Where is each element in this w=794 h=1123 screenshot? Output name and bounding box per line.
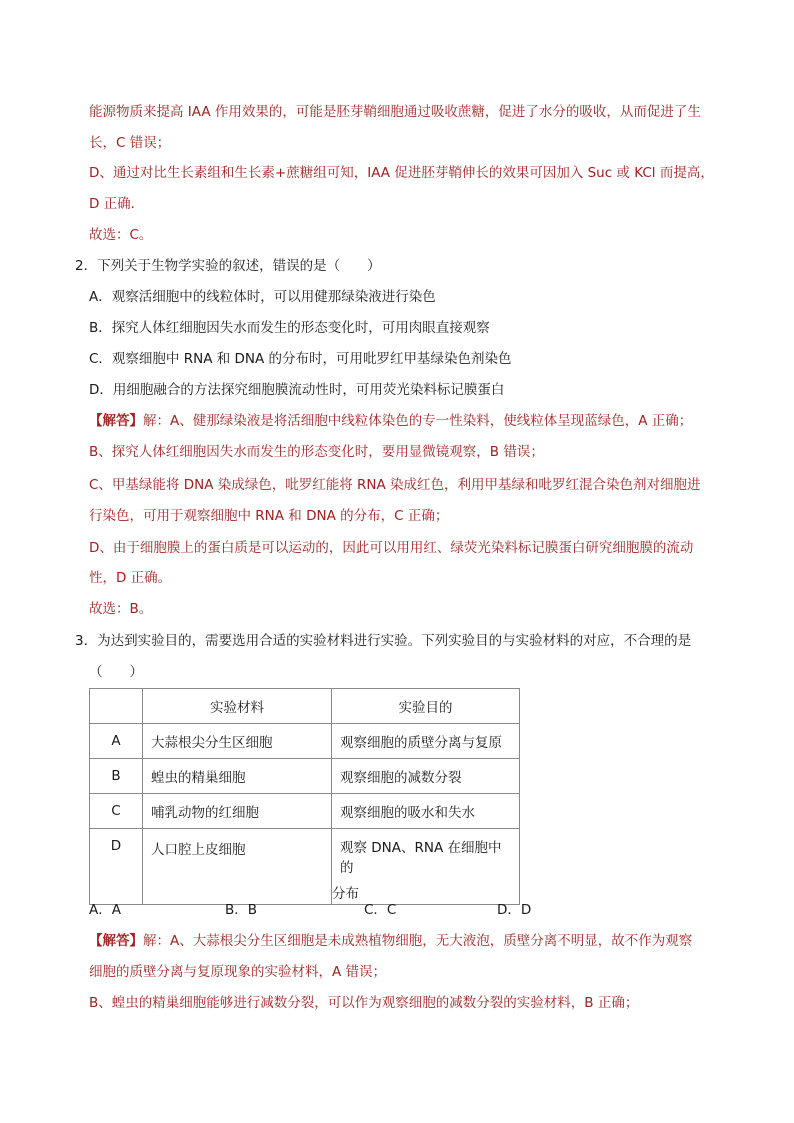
table-row <box>90 724 520 759</box>
table-row <box>90 794 520 829</box>
prev-answer-conclusion: 故选：C。 <box>89 227 153 243</box>
table-header-row <box>90 689 520 724</box>
prev-answer-line-3: D、通过对比生长素组和生长素+蔗糖组可知，IAA 促进胚芽鞘伸长的效果可因加入 Suc 或 KCl 而提高， <box>89 165 714 181</box>
table-cell-purpose <box>332 829 520 905</box>
q3-stem-line-2: （ ） <box>89 664 143 680</box>
experiment-materials-table <box>89 688 520 905</box>
q2-option-a: A．观察活细胞中的线粒体时，可以用健那绿染液进行染色 <box>89 289 436 305</box>
table-header-cell: 实验材料 <box>143 689 332 724</box>
q3-answer-line-2: 细胞的质壁分离与复原现象的实验材料，A 错误； <box>89 964 387 980</box>
table-cell-material: 人口腔上皮细胞 <box>143 829 332 905</box>
q3-option-d: D．D <box>497 902 532 918</box>
table-cell-purpose-line-2: 分布 <box>332 886 359 902</box>
table-cell-label: A <box>90 724 143 759</box>
table-cell-material: 蝗虫的精巢细胞 <box>143 759 332 794</box>
q2-option-c: C．观察细胞中 RNA 和 DNA 的分布时，可用吡罗红甲基绿染色剂染色 <box>89 351 512 367</box>
q2-answer-tag: 【解答】 <box>89 413 143 429</box>
q2-option-b: B．探究人体红细胞因失水而发生的形态变化时，可用肉眼直接观察 <box>89 320 490 336</box>
table-header-cell: 实验目的 <box>332 689 520 724</box>
table-row <box>90 759 520 794</box>
table-cell-material: 哺乳动物的红细胞 <box>143 794 332 829</box>
q2-answer-line-4: 行染色，可用于观察细胞中 RNA 和 DNA 的分布，C 正确； <box>89 508 449 524</box>
table-cell-label: C <box>90 794 143 829</box>
q2-answer-line-5: D、由于细胞膜上的蛋白质是可以运动的，因此可以用用红、绿荧光染料标记膜蛋白研究细胞膜的流动 <box>89 540 694 556</box>
prev-answer-line-2: 长，C 错误； <box>89 135 171 151</box>
q2-answer-text-1: 解：A、健那绿染液是将活细胞中线粒体染色的专一性染料，使线粒体呈现蓝绿色，A 正确； <box>143 413 693 429</box>
q2-answer-line-2: B、探究人体红细胞因失水而发生的形态变化时，要用显微镜观察，B 错误； <box>89 444 544 460</box>
q2-conclusion: 故选：B。 <box>89 601 153 617</box>
q3-answer-text-1: 解：A、大蒜根尖分生区细胞是未成熟植物细胞，无大液泡，质壁分离不明显，故不作为观察 <box>143 933 693 949</box>
q2-stem: 2．下列关于生物学实验的叙述，错误的是（ ） <box>75 258 381 274</box>
table-cell-material: 大蒜根尖分生区细胞 <box>143 724 332 759</box>
prev-answer-line-1: 能源物质来提高 IAA 作用效果的，可能是胚芽鞘细胞通过吸收蔗糖，促进了水分的吸收，从而促进了生 <box>89 104 701 120</box>
table-cell-label: D <box>90 829 143 905</box>
table-cell-purpose: 观察细胞的质壁分离与复原 <box>332 724 520 759</box>
prev-answer-line-4: D 正确． <box>89 196 145 212</box>
q3-answer-line-3: B、蝗虫的精巢细胞能够进行减数分裂，可以作为观察细胞的减数分裂的实验材料，B 正确； <box>89 995 639 1011</box>
q2-answer-line-1 <box>89 411 692 431</box>
q2-option-d: D．用细胞融合的方法探究细胞膜流动性时，可用荧光染料标记膜蛋白 <box>89 382 505 398</box>
table-header-cell <box>90 689 143 724</box>
q3-option-c: C．C <box>364 902 397 918</box>
table-row <box>90 829 520 905</box>
q3-answer-line-1 <box>89 931 692 951</box>
q3-option-b: B．B <box>225 902 258 918</box>
q3-stem-line-1: 3．为达到实验目的，需要选用合适的实验材料进行实验。下列实验目的与实验材料的对应，不合理的是 <box>75 633 692 649</box>
table-cell-purpose: 观察细胞的减数分裂 <box>332 759 520 794</box>
q2-answer-line-6: 性，D 正确。 <box>89 570 172 586</box>
table-cell-label: B <box>90 759 143 794</box>
table-cell-purpose: 观察细胞的吸水和失水 <box>332 794 520 829</box>
table-cell-purpose-line-1: 观察 DNA、RNA 在细胞中的 <box>340 840 502 876</box>
q3-answer-tag: 【解答】 <box>89 933 143 949</box>
q3-option-a: A．A <box>89 902 121 918</box>
q2-answer-line-3: C、甲基绿能将 DNA 染成绿色，吡罗红能将 RNA 染成红色，利用甲基绿和吡罗红混合染色剂对细胞进 <box>89 477 701 493</box>
